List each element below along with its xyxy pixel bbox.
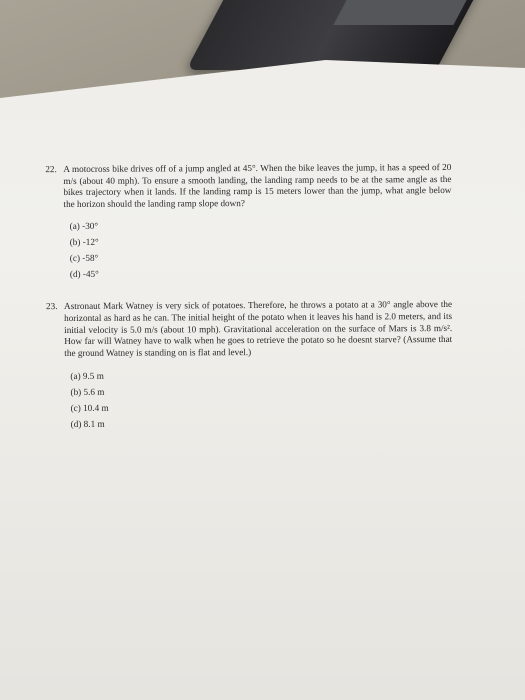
answer-options bbox=[70, 216, 452, 282]
option-c: (c) -58° bbox=[69, 253, 99, 264]
option-d: (d) -45° bbox=[69, 269, 99, 280]
question-text: A motocross bike drives off of a jump angled at 45°. When the bike leaves the jump, it has a speed of 20 m/s (about 40 mph). To ensure a smooth landing, the landing ramp needs to be at the same angle as the bikes trajectory when it lands. If the landing ramp is 15 meters lower than the jump, what angle below the horizon should the landing ramp slope down? bbox=[63, 161, 452, 209]
dark-object-edge bbox=[333, 0, 466, 25]
question-number: 22. bbox=[45, 164, 57, 175]
worksheet-content bbox=[45, 161, 453, 432]
option-b: (b) -12° bbox=[69, 237, 99, 248]
question-text: Astronaut Mark Watney is very sick of potatoes. Therefore, he throws a potato at a 30° angle above the horizontal as hard as he can. The initial height of the potato when it leaves his hand is 2.0 meters, and its initial velocity is 5.0 m/s (about 10 mph). Gravitational acceleration on the surface of Mars is 3.8 m/s². How far will Watney have to walk when he goes to retrieve the potato so he doesnt starve? (Assume that the ground Watney is standing on is flat and level.) bbox=[64, 299, 453, 358]
option-d: (d) 8.1 m bbox=[70, 419, 105, 430]
answer-options bbox=[70, 366, 452, 432]
option-c: (c) 10.4 m bbox=[70, 403, 109, 414]
question-number: 23. bbox=[46, 301, 58, 312]
question-22 bbox=[45, 161, 452, 282]
question-23 bbox=[46, 299, 453, 432]
option-a: (a) 9.5 m bbox=[70, 371, 104, 382]
option-b: (b) 5.6 m bbox=[70, 387, 105, 398]
option-a: (a) -30° bbox=[69, 221, 99, 232]
